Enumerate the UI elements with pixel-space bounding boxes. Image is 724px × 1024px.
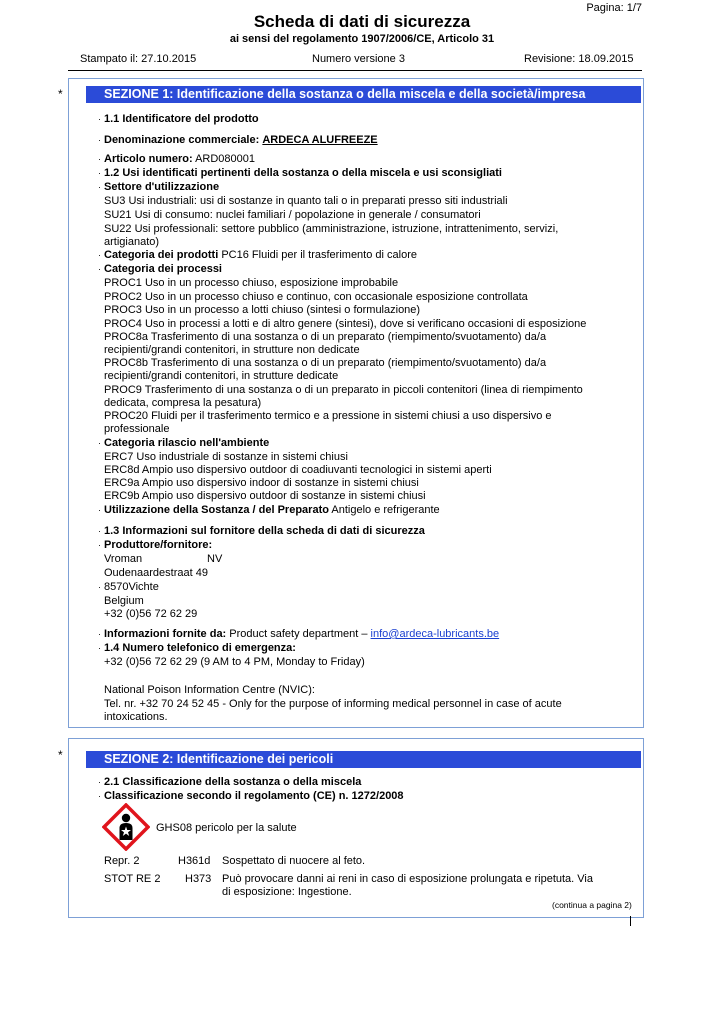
bullet: · bbox=[98, 505, 101, 515]
heading-1-2: 1.2 Usi identificati pertinenti della sostanza o della miscela e usi sconsigliati bbox=[104, 167, 502, 179]
bullet: · bbox=[98, 114, 101, 124]
product-category-value: PC16 Fluidi per il trasferimento di calore bbox=[221, 249, 417, 261]
bullet: · bbox=[98, 629, 101, 639]
ghs08-label: GHS08 pericolo per la salute bbox=[156, 822, 297, 834]
heading-2-1: 2.1 Classificazione della sostanza o della miscela bbox=[104, 776, 362, 788]
bullet: · bbox=[98, 643, 101, 653]
trade-name: ARDECA ALUFREEZE bbox=[262, 134, 378, 146]
repr-category: Repr. 2 bbox=[104, 855, 140, 867]
section-2-change-marker: * bbox=[58, 748, 63, 762]
proc8b-line: PROC8b Trasferimento di una sostanza o di un preparato (riempimento/svuotamento) da/a bbox=[104, 357, 547, 369]
article-label: Articolo numero: bbox=[104, 153, 193, 165]
product-category-label: Categoria dei prodotti bbox=[104, 249, 219, 261]
emergency-phone: +32 (0)56 72 62 29 (9 AM to 4 PM, Monday to Friday) bbox=[104, 656, 365, 668]
proc8a-line: PROC8a Trasferimento di una sostanza o di un preparato (riempimento/svuotamento) da/a bbox=[104, 331, 547, 343]
bullet: · bbox=[98, 777, 101, 787]
article-row bbox=[104, 153, 255, 166]
erc9b-line: ERC9b Ampio uso dispersivo outdoor di sostanze in sistemi chiusi bbox=[104, 490, 426, 502]
article-number: ARD080001 bbox=[195, 153, 256, 165]
section-2-heading: SEZIONE 2: Identificazione dei pericoli bbox=[86, 751, 641, 768]
heading-1-4: 1.4 Numero telefonico di emergenza: bbox=[104, 642, 296, 654]
ghs08-health-hazard-icon bbox=[102, 803, 150, 851]
proc20-line-cont: professionale bbox=[104, 423, 170, 435]
proc9-line-cont: dedicata, compresa la pesatura) bbox=[104, 397, 262, 409]
proc8b-line-cont: recipienti/grandi contenitori, in strutture dedicate bbox=[104, 370, 339, 382]
repr-hazard-text: Sospettato di nuocere al feto. bbox=[222, 855, 366, 867]
su22-line: SU22 Usi professionali: settore pubblico (amministrazione, istruzione, intrattenimento, servizi, bbox=[104, 223, 559, 235]
bullet: · bbox=[98, 182, 101, 192]
info-row bbox=[104, 628, 499, 641]
proc9-line: PROC9 Trasferimento di una sostanza o di un preparato in piccoli contenitori (linea di riempimento bbox=[104, 384, 583, 396]
poison-centre-title: National Poison Information Centre (NVIC): bbox=[104, 684, 315, 696]
document-subtitle: ai sensi del regolamento 1907/2006/CE, Articolo 31 bbox=[229, 33, 495, 45]
sector-label: Settore d'utilizzazione bbox=[104, 181, 220, 193]
bullet: · bbox=[98, 135, 101, 145]
classification-label: Classificazione secondo il regolamento (CE) n. 1272/2008 bbox=[104, 790, 404, 802]
release-category-label: Categoria rilascio nell'ambiente bbox=[104, 437, 270, 449]
stot-hazard-text: Può provocare danni ai reni in caso di esposizione prolungata e ripetuta. Via bbox=[222, 873, 593, 885]
repr-hazard-code: H361d bbox=[178, 855, 211, 867]
proc2-line: PROC2 Uso in un processo chiuso e continuo, con occasionale esposizione controllata bbox=[104, 291, 528, 303]
bullet: · bbox=[98, 168, 101, 178]
su3-line: SU3 Usi industriali: usi di sostanze in quanto tali o in preparati presso siti industriali bbox=[104, 195, 508, 207]
stot-hazard-code: H373 bbox=[185, 873, 212, 885]
revision-date: Revisione: 18.09.2015 bbox=[524, 53, 634, 65]
bullet: · bbox=[98, 154, 101, 164]
document-title: Scheda di dati di sicurezza bbox=[253, 12, 471, 31]
heading-1-3: 1.3 Informazioni sul fornitore della scheda di dati di sicurezza bbox=[104, 525, 425, 537]
erc9a-line: ERC9a Ampio uso dispersivo indoor di sostanze in sistemi chiusi bbox=[104, 477, 419, 489]
heading-1-1: 1.1 Identificatore del prodotto bbox=[104, 113, 259, 125]
proc20-line: PROC20 Fluidi per il trasferimento termico e a pressione in sistemi chiusi a uso dispersivo e bbox=[104, 410, 552, 422]
bullet: · bbox=[98, 264, 101, 274]
product-category-row bbox=[104, 249, 417, 262]
process-category-label: Categoria dei processi bbox=[104, 263, 222, 275]
proc1-line: PROC1 Uso in un processo chiuso, esposizione improbabile bbox=[104, 277, 399, 289]
producer-phone: +32 (0)56 72 62 29 bbox=[104, 608, 198, 620]
su21-line: SU21 Usi di consumo: nuclei familiari / popolazione in generale / consumatori bbox=[104, 209, 481, 221]
section-1-heading: SEZIONE 1: Identificazione della sostanza o della miscela e della società/impresa bbox=[86, 86, 641, 103]
use-value: Antigelo e refrigerante bbox=[331, 504, 440, 516]
bullet: · bbox=[98, 540, 101, 550]
producer-name: Vroman bbox=[104, 553, 143, 565]
erc7-line: ERC7 Uso industriale di sostanze in sistemi chiusi bbox=[104, 451, 348, 463]
continued-note: (continua a pagina 2) bbox=[552, 900, 632, 910]
page-number: Pagina: 1/7 bbox=[586, 2, 642, 14]
trade-name-row bbox=[104, 134, 378, 147]
poison-centre-line-cont: intoxications. bbox=[104, 711, 168, 723]
stot-hazard-text-cont: di esposizione: Ingestione. bbox=[222, 886, 352, 898]
proc4-line: PROC4 Uso in processi a lotti e di altro genere (sintesi), dove si verificano occasioni di esposizione bbox=[104, 318, 587, 330]
poison-centre-line: Tel. nr. +32 70 24 52 45 - Only for the purpose of informing medical personnel in case of acute bbox=[104, 698, 562, 710]
producer-legal-form: NV bbox=[207, 553, 223, 565]
bullet: · bbox=[98, 582, 101, 592]
version-number: Numero versione 3 bbox=[312, 53, 405, 65]
stot-category: STOT RE 2 bbox=[104, 873, 161, 885]
use-row bbox=[104, 504, 440, 517]
proc3-line: PROC3 Uso in un processo a lotti chiuso (sintesi o formulazione) bbox=[104, 304, 421, 316]
bullet: · bbox=[98, 791, 101, 801]
su22-line-cont: artigianato) bbox=[104, 236, 160, 248]
header-divider bbox=[68, 70, 642, 71]
trade-name-label: Denominazione commerciale: bbox=[104, 134, 260, 146]
proc8a-line-cont: recipienti/grandi contenitori, in strutture non dedicate bbox=[104, 344, 360, 356]
use-label: Utilizzazione della Sostanza / del Preparato bbox=[104, 504, 329, 516]
info-value: Product safety department – bbox=[229, 628, 368, 640]
page-corner-mark bbox=[630, 916, 631, 926]
printed-date: Stampato il: 27.10.2015 bbox=[80, 53, 197, 65]
bullet: · bbox=[98, 526, 101, 536]
producer-street: Oudenaardestraat 49 bbox=[104, 567, 208, 579]
section-1-change-marker: * bbox=[58, 87, 63, 101]
erc8d-line: ERC8d Ampio uso dispersivo outdoor di coadiuvanti tecnologici in sistemi aperti bbox=[104, 464, 492, 476]
bullet: · bbox=[98, 250, 101, 260]
producer-label: Produttore/fornitore: bbox=[104, 539, 213, 551]
producer-country: Belgium bbox=[104, 595, 144, 607]
contact-email-link[interactable]: info@ardeca-lubricants.be bbox=[370, 628, 500, 640]
bullet: · bbox=[98, 438, 101, 448]
producer-city: 8570Vichte bbox=[104, 581, 159, 593]
info-label: Informazioni fornite da: bbox=[104, 628, 227, 640]
